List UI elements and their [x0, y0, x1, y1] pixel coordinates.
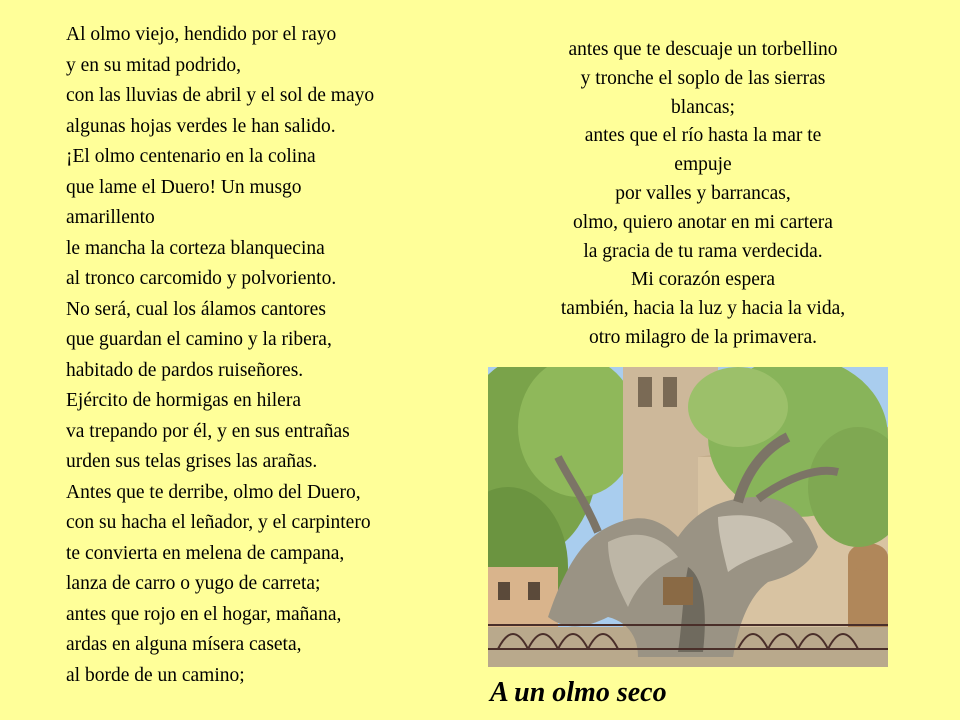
poem-line: amarillento	[66, 207, 155, 228]
poem-line: con su hacha el leñador, y el carpintero	[66, 512, 371, 533]
photo-illustration	[488, 367, 888, 667]
poem-line: Mi corazón espera	[630, 269, 775, 291]
poem-line: con las lluvias de abril y el sol de mayo	[66, 85, 375, 106]
poem-line: al tronco carcomido y polvoriento.	[66, 268, 337, 289]
poem-line: No será, cual los álamos cantores	[66, 298, 326, 320]
poem-line: blancas;	[671, 96, 735, 118]
poem-line: antes que el río hasta la mar te	[584, 125, 822, 147]
photo-caption: A un olmo seco	[490, 677, 667, 708]
poem-line: y en su mitad podrido,	[66, 54, 241, 76]
poem-line: empuje	[674, 154, 732, 176]
poem-line: olmo, quiero anotar en mi cartera	[573, 211, 833, 233]
poem-line: y tronche el soplo de las sierras	[580, 67, 826, 89]
poem-line: que guardan el camino y la ribera,	[66, 329, 332, 350]
poem-line: también, hacia la luz y hacia la vida,	[560, 298, 846, 320]
poem-line: lanza de carro o yugo de carreta;	[66, 573, 321, 594]
dry-elm-photo	[488, 367, 888, 667]
poem-right-column	[508, 36, 898, 353]
poem-line: Ejército de hormigas en hilera	[66, 390, 301, 411]
poem-line: ardas en alguna mísera caseta,	[66, 634, 302, 655]
poem-line: le mancha la corteza blanquecina	[66, 237, 325, 259]
poem-line: Antes que te derribe, olmo del Duero,	[66, 481, 361, 503]
poem-line: al borde de un camino;	[66, 664, 245, 686]
poem-line: que lame el Duero! Un musgo	[66, 176, 302, 198]
poem-line: otro milagro de la primavera.	[589, 326, 817, 348]
poem-left-column	[66, 20, 466, 691]
poem-line: la gracia de tu rama verdecida.	[583, 240, 823, 262]
poem-line: habitado de pardos ruiseñores.	[66, 359, 304, 381]
poem-line: Al olmo viejo, hendido por el rayo	[66, 24, 337, 45]
poem-line: antes que rojo en el hogar, mañana,	[66, 603, 342, 625]
poem-line: algunas hojas verdes le han salido.	[66, 115, 336, 137]
poem-line: te convierta en melena de campana,	[66, 542, 345, 564]
poem-line: ¡El olmo centenario en la colina	[66, 146, 316, 167]
poem-line: antes que te descuaje un torbellino	[568, 39, 838, 60]
poem-line: urden sus telas grises las arañas.	[66, 451, 318, 472]
poem-line: por valles y barrancas,	[615, 182, 791, 204]
poem-line: va trepando por él, y en sus entrañas	[66, 420, 350, 442]
